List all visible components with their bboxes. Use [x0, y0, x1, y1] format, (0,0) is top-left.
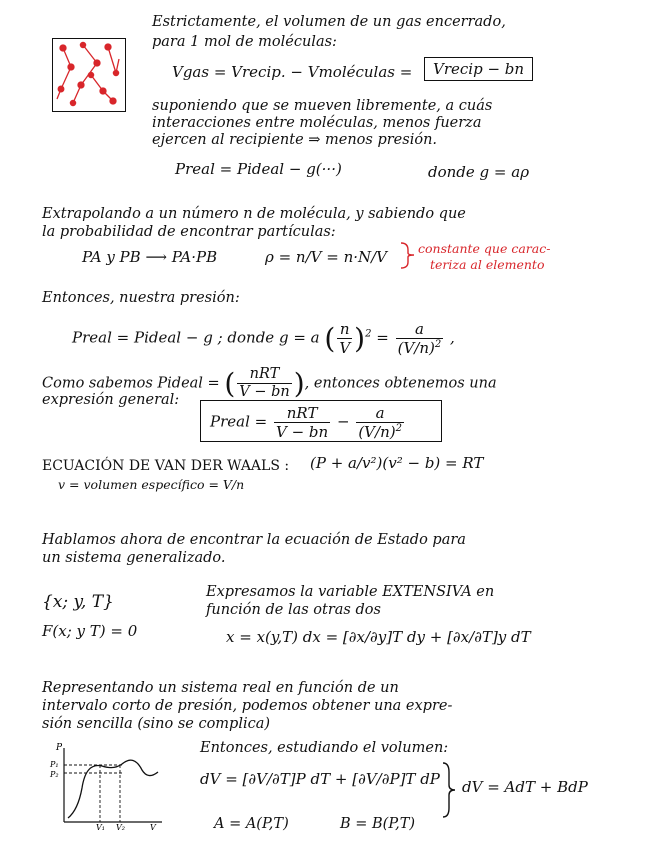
box-a-num: a [356, 404, 404, 423]
red-brace-icon [398, 240, 418, 270]
density-equation: ρ = n/V = n·N/V [265, 248, 388, 266]
pressure-comma: , [450, 328, 455, 347]
general-line-1: Como sabemos Pideal = ( $\frac{\text{nRT}}{V - bn}$ ), entonces obtenemos una [42, 366, 497, 400]
v-over-n-den: $(V/n)^2$ [397, 339, 442, 357]
vgas-boxed-result: Vrecip − bn [424, 57, 533, 81]
brace-icon [440, 760, 460, 820]
preal-definition: Preal = Pideal − g(···) [175, 160, 342, 178]
pressure-equation: Preal = Pideal − g ; donde g = a ( $\frac{n}{V}$ )$^2$ = $\frac{a}{(V/n)^2}$ , [72, 320, 455, 357]
graph-p2-label: P₂ [50, 770, 59, 779]
general-line-1-text: Como sabemos Pideal = [42, 375, 220, 392]
graph-v1-label: V₁ [96, 823, 105, 830]
pressure-eq-left: Preal = Pideal − g [72, 328, 213, 347]
box-nrt-num: nRT [274, 404, 330, 423]
specific-volume-note: v = volumen específico = V/n [58, 477, 245, 492]
molecules-sketch [52, 38, 126, 112]
real-line-1: Representando un sistema real en función de un [42, 680, 399, 696]
vdw-boxed-content: Preal = $\frac{\text{nRT}}{V - bn}$ − $\frac{a}{(V/n)^2}$ [210, 404, 402, 441]
graph-p1-label: P₁ [50, 760, 59, 769]
preal-label: Preal = [210, 412, 268, 431]
g-definition: donde g = aρ [428, 163, 530, 181]
interactions-line-1: suponiendo que se mueven libremente, a cuás [152, 98, 493, 114]
constant-note-line-2: teriza al elemento [430, 257, 545, 272]
constant-note-line-1: constante que carac- [418, 241, 551, 256]
expression-line-2: función de las otras dos [206, 602, 381, 618]
intro-line-2: para 1 mol de moléculas: [152, 34, 337, 50]
general-line-2: expresión general: [42, 392, 180, 408]
pressure-eq-mid: ; donde g = a [217, 328, 320, 347]
interactions-line-2: interacciones entre moléculas, menos fuerza [152, 115, 482, 131]
dv-result: dV = AdT + BdP [462, 778, 588, 796]
graph-p-label: P [56, 743, 63, 753]
general-line-1-after: , entonces obtenemos una [304, 375, 497, 392]
n-over-v-den: V [339, 339, 351, 357]
probability-product: PA y PB ⟶ PA·PB [82, 248, 218, 266]
nrt-num: nRT [237, 366, 291, 384]
state-line-2: un sistema generalizado. [42, 550, 226, 566]
volume-study-line: Entonces, estudiando el volumen: [200, 740, 449, 756]
pressure-intro: Entonces, nuestra presión: [42, 290, 240, 306]
a-definition: A = A(P,T) [214, 816, 289, 832]
variables-set: {x; y, T} [42, 592, 114, 612]
interactions-line-3: ejercen al recipiente ⇒ menos presión. [152, 132, 438, 148]
state-line-1: Hablamos ahora de encontrar la ecuación de Estado para [42, 532, 466, 548]
real-line-2: intervalo corto de presión, podemos obtener una expre- [42, 698, 453, 714]
box-vn-den: $(V/n)^2$ [358, 423, 402, 441]
dv-equation: dV = [∂V/∂T]P dT + [∂V/∂P]T dP [200, 770, 440, 788]
expression-line-1: Expresamos la variable EXTENSIVA en [206, 584, 495, 600]
b-definition: B = B(P,T) [340, 816, 416, 832]
state-function: F(x; y T) = 0 [42, 622, 138, 640]
pv-graph [42, 740, 172, 830]
box-vbn-den: V − bn [276, 423, 329, 441]
vbn-den: V − bn [239, 384, 290, 400]
graph-v-label: V [150, 823, 156, 830]
a-num: a [396, 320, 444, 339]
graph-v2-label: V₂ [116, 823, 125, 830]
n-over-v-num: n [337, 320, 352, 339]
differential-x: x = x(y,T) dx = [∂x/∂y]T dy + [∂x/∂T]y dT [226, 628, 531, 646]
extrapolation-line-2: la probabilidad de encontrar partículas: [42, 224, 336, 240]
extrapolation-line-1: Extrapolando a un número n de molécula, y sabiendo que [42, 206, 466, 222]
intro-line-1: Estrictamente, el volumen de un gas encerrado, [152, 14, 506, 30]
vdw-equation: (P + a/v²)(v² − b) = RT [310, 454, 484, 472]
real-line-3: sión sencilla (sino se complica) [42, 716, 271, 732]
vdw-title: ECUACIÓN DE VAN DER WAALS : [42, 458, 290, 474]
molecules-drawing [53, 39, 125, 111]
vgas-equation: Vgas = Vrecip. − Vmoléculas = [172, 63, 413, 81]
